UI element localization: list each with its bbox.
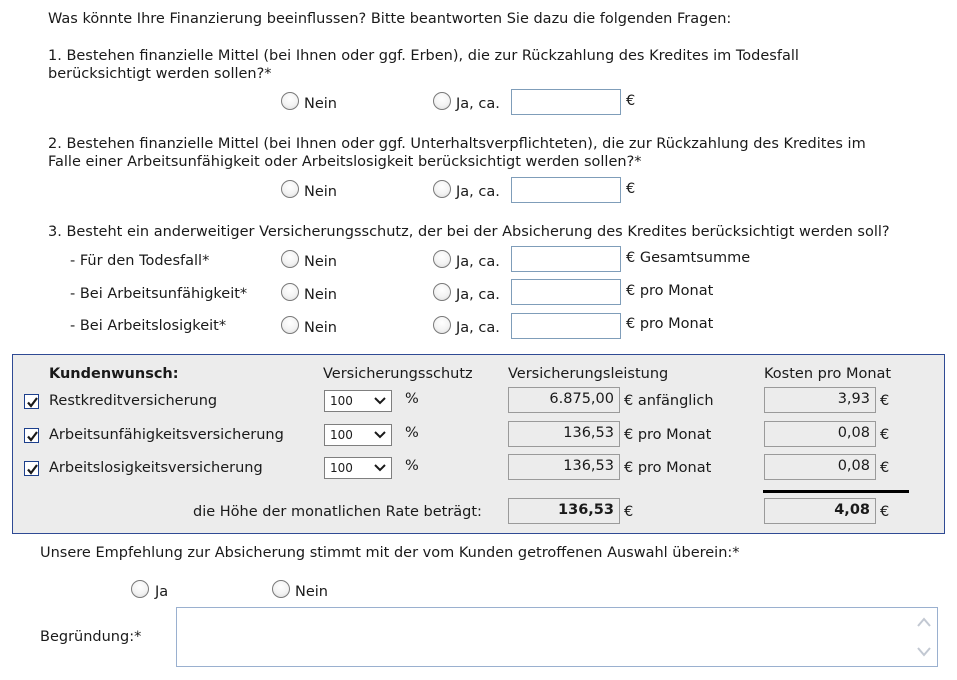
disability-benefit-unit: € pro Monat [624,427,712,443]
q3-unemployment-no-radio[interactable] [281,316,299,334]
select-value: 100 [330,461,353,475]
header-customer-wish: Kundenwunsch: [49,366,179,382]
unemployment-coverage-select[interactable] [324,457,392,479]
customer-wish-panel [12,354,945,534]
disability-percent: % [405,425,419,441]
checkmark-icon [25,462,40,477]
total-rate-label: die Höhe der monatlichen Rate beträgt: [193,504,482,520]
q1-currency: € [626,93,636,109]
disability-checkbox[interactable] [24,428,39,443]
q2-no-radio[interactable] [281,180,299,198]
q3-disability-unit: € pro Monat [626,283,714,299]
q2-yes-label: Ja, ca. [456,184,500,200]
select-value: 100 [330,428,353,442]
q1-amount-input[interactable] [511,89,621,115]
q3-death-yes-label: Ja, ca. [456,254,500,270]
q3-unemployment-yes-radio[interactable] [433,316,451,334]
residual-credit-label: Restkreditversicherung [49,393,218,409]
disability-cost-unit: € [880,427,890,443]
q3-death-yes-radio[interactable] [433,250,451,268]
q2-amount-input[interactable] [511,177,621,203]
q3-row-death-label: - Für den Todesfall* [70,253,210,269]
sum-divider [763,490,909,493]
q3-row-disability-label: - Bei Arbeitsunfähigkeit* [70,286,248,302]
recommendation-yes-radio[interactable] [131,580,149,598]
q3-unemployment-yes-label: Ja, ca. [456,320,500,336]
select-value: 100 [330,394,353,408]
q3-disability-no-label: Nein [304,287,337,303]
q2-text-line1: 2. Bestehen finanzielle Mittel (bei Ihnen oder ggf. Unterhaltsverpflichteten), die zur Rückzahlung des Kredites im [48,136,866,152]
scroll-arrows-icon [915,612,933,662]
q1-no-radio[interactable] [281,92,299,110]
header-benefit: Versicherungsleistung [508,366,669,382]
reason-textarea[interactable] [176,607,938,667]
residual-credit-benefit-field: 6.875,00 [508,387,620,413]
q3-disability-yes-label: Ja, ca. [456,287,500,303]
q3-row-unemployment-label: - Bei Arbeitslosigkeit* [70,318,227,334]
recommendation-no-label: Nein [295,584,328,600]
disability-cost-field: 0,08 [764,421,876,447]
q3-death-no-label: Nein [304,254,337,270]
unemployment-benefit-unit: € pro Monat [624,460,712,476]
total-cost-unit: € [880,504,890,520]
q3-title: 3. Besteht ein anderweitiger Versicherungsschutz, der bei der Absicherung des Kredites berücksichtigt werden soll? [48,224,890,240]
q3-death-unit: € Gesamtsumme [626,250,751,266]
q3-unemployment-unit: € pro Monat [626,316,714,332]
unemployment-label: Arbeitslosigkeitsversicherung [49,460,263,476]
disability-benefit-field: 136,53 [508,421,620,447]
residual-credit-coverage-select[interactable] [324,390,392,412]
chevron-down-icon [374,397,386,405]
intro-text: Was könnte Ihre Finanzierung beeinflussen? Bitte beantworten Sie dazu die folgenden Fragen: [48,11,732,27]
q3-disability-no-radio[interactable] [281,283,299,301]
q2-yes-radio[interactable] [433,180,451,198]
q2-currency: € [626,181,636,197]
chevron-down-icon [374,464,386,472]
q1-yes-radio[interactable] [433,92,451,110]
residual-credit-cost-unit: € [880,393,890,409]
q1-text-line2: berücksichtigt werden sollen?* [48,66,272,82]
recommendation-no-radio[interactable] [272,580,290,598]
unemployment-cost-field: 0,08 [764,454,876,480]
checkmark-icon [25,429,40,444]
recommendation-yes-label: Ja [155,584,169,600]
reason-label: Begründung:* [40,629,142,645]
unemployment-cost-unit: € [880,460,890,476]
header-cost: Kosten pro Monat [764,366,892,382]
q3-death-amount-input[interactable] [511,246,621,272]
q1-text-line1: 1. Bestehen finanzielle Mittel (bei Ihnen oder ggf. Erben), die zur Rückzahlung des Kredites im Todesfall [48,48,799,64]
q1-no-label: Nein [304,96,337,112]
q3-death-no-radio[interactable] [281,250,299,268]
q3-disability-yes-radio[interactable] [433,283,451,301]
residual-credit-benefit-unit: € anfänglich [624,393,714,409]
q3-unemployment-amount-input[interactable] [511,313,621,339]
header-coverage: Versicherungsschutz [323,366,473,382]
checkmark-icon [25,395,40,410]
chevron-down-icon [374,431,386,439]
total-rate-unit: € [624,504,634,520]
unemployment-benefit-field: 136,53 [508,454,620,480]
residual-credit-checkbox[interactable] [24,394,39,409]
residual-credit-percent: % [405,391,419,407]
q1-yes-label: Ja, ca. [456,96,500,112]
total-rate-field: 136,53 [508,498,620,524]
recommendation-question: Unsere Empfehlung zur Absicherung stimmt mit der vom Kunden getroffenen Auswahl überein:* [40,545,740,561]
q2-no-label: Nein [304,184,337,200]
disability-coverage-select[interactable] [324,424,392,446]
q3-unemployment-no-label: Nein [304,320,337,336]
q3-disability-amount-input[interactable] [511,279,621,305]
unemployment-checkbox[interactable] [24,461,39,476]
total-cost-field: 4,08 [764,498,876,524]
q2-text-line2: Falle einer Arbeitsunfähigkeit oder Arbeitslosigkeit berücksichtigt werden sollen?* [48,154,642,170]
unemployment-percent: % [405,458,419,474]
residual-credit-cost-field: 3,93 [764,387,876,413]
textarea-scrollbar[interactable] [915,612,933,662]
disability-label: Arbeitsunfähigkeitsversicherung [49,427,284,443]
